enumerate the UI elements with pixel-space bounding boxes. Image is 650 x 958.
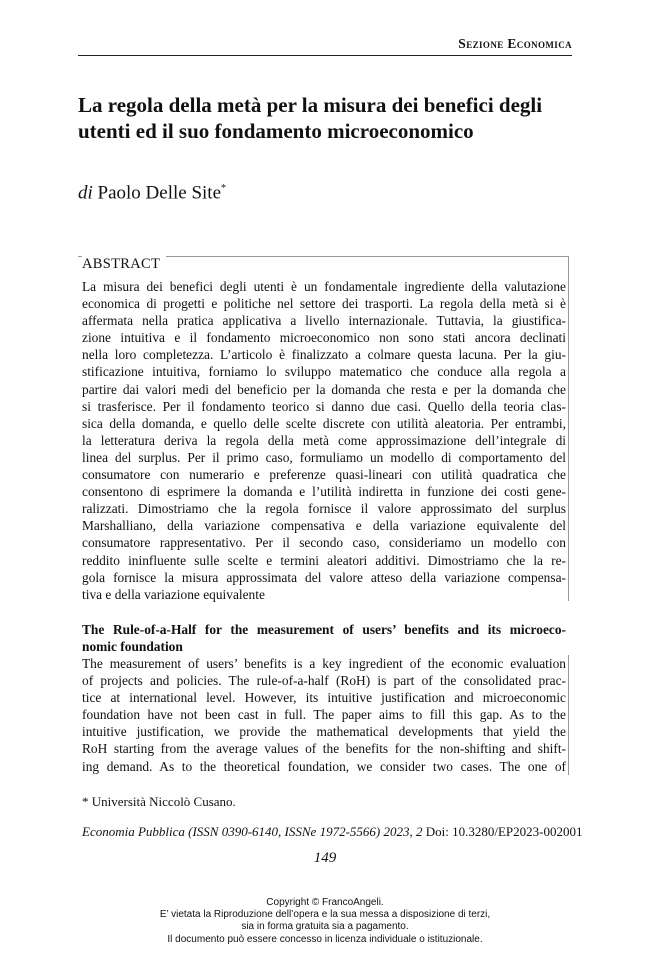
abstract-italian — [82, 278, 566, 600]
abstract-line: intuitive justification, we provide the mathematical developments that yield the — [82, 724, 566, 740]
english-title — [82, 621, 566, 655]
abstract-line: tice at international level. However, its intuitive justification and microeconomic — [82, 690, 566, 706]
page-number: 149 — [313, 850, 337, 866]
abstract-line: La misura dei benefici degli utenti è un fondamentale ingrediente della valutazione — [82, 279, 566, 294]
abstract-line: gola fornisce la misura approssimata del valore atteso della variazione compensa- — [82, 569, 566, 585]
abstract-line: ralizzati. Dimostriamo che la regola fornisce il valore approssimato del surplus — [82, 501, 566, 517]
abstract-line: Marshalliano, della variazione compensativa e della variazione equivalente del — [82, 518, 566, 534]
byline — [78, 177, 226, 205]
abstract-line: zione intuitiva e il fondamento microeconomico non sono stati ancora declinati — [82, 330, 566, 346]
footnote-affiliation: * Università Niccolò Cusano. — [82, 794, 236, 809]
abstract-line: si trasferisce. Per il fondamento teorico si danno due casi. Quello della teoria clas- — [82, 398, 566, 414]
abstract-line: economica di progetti e politiche nel settore dei trasporti. La regola della metà si è — [82, 296, 566, 312]
running-head: Sezione Economica — [458, 36, 572, 51]
abstract-line: la letteratura deriva la regola della metà come approssimazione dell’integrale di — [82, 432, 566, 448]
author-name: Paolo Delle Site — [97, 182, 222, 204]
abstract-line: foundation have not been cast in full. The paper aims to fill this gap. As to the — [82, 707, 566, 723]
abstract-line: The measurement of users’ benefits is a key ingredient of the economic evaluation — [82, 656, 566, 671]
abstract-english — [82, 655, 569, 775]
abstract-line: linea del surplus. Per il primo caso, formuliamo un modello di comportamento del — [82, 449, 566, 465]
abstract-line: stificazione intuitiva, forniamo lo sviluppo matematico che conduce alla regola a — [82, 364, 566, 380]
byline-prefix: di — [78, 182, 93, 204]
header-rule — [78, 55, 572, 56]
abstract-line: partire dai valori medi del beneficio per la domanda che resta e per la domanda che — [82, 381, 566, 397]
abstract-line: RoH starting from the average values of the benefits for the non-shifting and shift- — [82, 741, 566, 757]
abstract-line: consentono di esprimere la domanda e l’utilità indiretta in funzione dei costi gene- — [82, 484, 566, 500]
abstract-line: sica della domanda, e quello delle scelte discrete con utilità aleatoria. Per entrambi, — [82, 415, 566, 431]
article-title: La regola della metà per la misura dei benefici degli utenti ed il suo fondamento microeconomico — [78, 93, 543, 143]
abstract-line: consumatore rappresentativo. Per il secondo caso, consideriamo un modello con — [82, 535, 566, 551]
journal-reference: Economia Pubblica (ISSN 0390-6140, ISSNe 1972-5566) 2023, 2 — [82, 824, 423, 839]
english-title-line: The Rule-of-a-Half for the measurement of users’ benefits and its microeco- — [82, 622, 566, 637]
copyright-line: E’ vietata la Riproduzione dell’opera e la sua messa a disposizione di terzi, — [159, 909, 491, 921]
abstract-line: tiva e della variazione equivalente — [82, 586, 265, 602]
abstract-line: ing demand. As to the theoretical foundation, we consider two cases. The one of — [82, 758, 566, 774]
abstract-line: reddito ininfluente sulle scelte e termini aleatori additivi. Dimostriamo che la re- — [82, 552, 566, 568]
copyright-line: sia in forma gratuita sia a pagamento. — [241, 921, 409, 933]
english-title-line: nomic foundation — [82, 639, 183, 655]
author-footnote-mark: * — [221, 183, 227, 194]
copyright-notice — [0, 897, 650, 946]
abstract-line: affermata nella pratica applicativa a livello internazionale. Tuttavia, la giustifica- — [82, 313, 566, 329]
journal-citation — [82, 824, 582, 840]
copyright-line: Copyright © FrancoAngeli. — [266, 897, 384, 908]
doi-link[interactable]: Doi: 10.3280/EP2023-002001 — [425, 824, 583, 839]
abstract-line: consumatore con numerario e preferenze quasi-lineari con utilità quadratica che — [82, 467, 566, 483]
copyright-line: Il documento può essere concesso in licenza individuale o istituzionale. — [167, 933, 483, 945]
abstract-heading: ABSTRACT — [82, 256, 166, 273]
abstract-line: nella loro completezza. L’articolo è finalizzato a colmare questa lacuna. Per la giu- — [82, 347, 566, 363]
abstract-line: of projects and policies. The rule-of-a-half (RoH) is part of the consolidated prac- — [82, 673, 566, 689]
